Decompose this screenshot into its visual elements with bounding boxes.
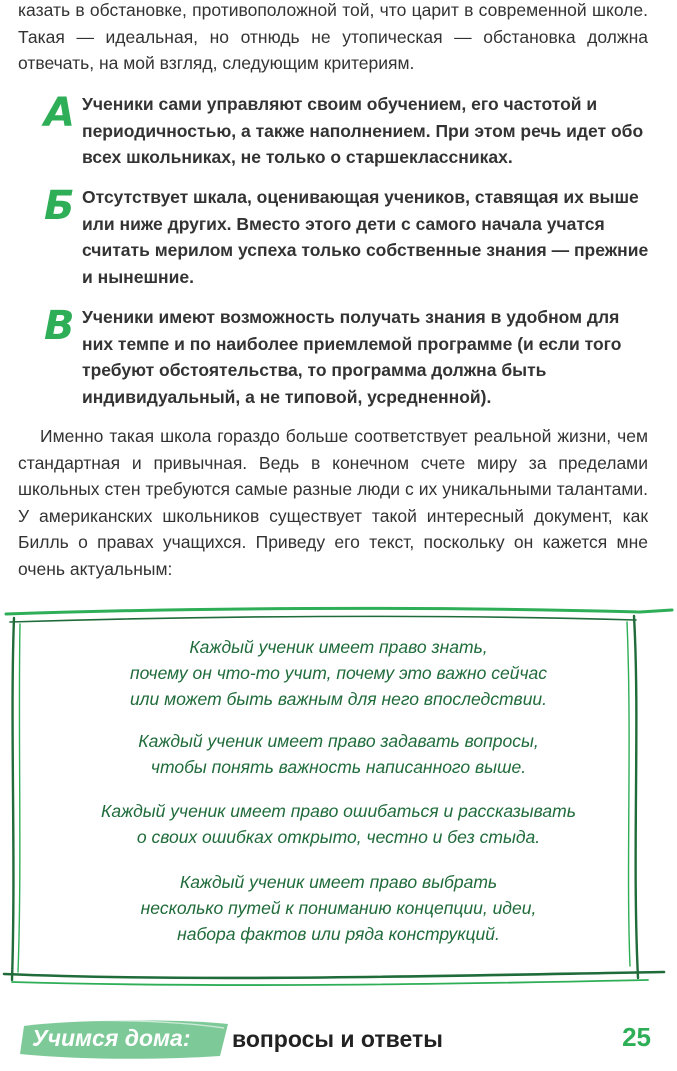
main-paragraph: Именно такая школа гораздо больше соответствует реальной жизни, чем стандартная и привычная. Ведь в конечном счете миру за пределами школьных стен требуются самые разные люди с их уникальными талантами. У американских школьников существует такой интересный документ, как Билль о правах учащихся. Приведу его текст, поскольку он кажется мне очень актуальным:	[18, 426, 648, 579]
right-statement-2	[40, 728, 637, 780]
criterion-text: Отсутствует шкала, оценивающая учеников, ставящая их выше или ниже других. Вместо этого дети с самого начала учатся считать мерилом успеха только собственные знания — прежние и нынешние.	[82, 187, 649, 287]
right-statement-4	[40, 869, 637, 947]
right-line: набора фактов или ряда конструкций.	[177, 924, 500, 944]
right-line: почему он что-то учит, почему это важно сейчас	[129, 663, 548, 683]
criterion-letter: А	[44, 90, 75, 136]
right-line: Каждый ученик имеет право выбрать	[179, 872, 498, 892]
right-line: несколько путей к пониманию концепции, идеи,	[140, 898, 537, 918]
right-line: о своих ошибках открыто, честно и без стыда.	[136, 827, 541, 847]
criterion-text: Ученики сами управляют своим обучением, его частотой и периодичностью, а также наполнением. При этом речь идет обо всех школьниках, не только о старшеклассниках.	[82, 94, 644, 167]
right-statement-3	[40, 798, 637, 850]
right-line: чтобы понять важность написанного выше.	[150, 757, 527, 777]
right-line: Каждый ученик имеет право знать,	[189, 637, 488, 657]
series-title: Учимся дома:	[32, 1025, 191, 1051]
right-line: Каждый ученик имеет право ошибаться и рассказывать	[101, 801, 576, 821]
right-line: или может быть важным для него впоследствии.	[129, 689, 548, 709]
right-statement-1	[40, 634, 637, 712]
criterion-text: Ученики имеют возможность получать знания в удобном для них темпе и по наиболее приемлемой программе (и если того требуют обстоятельства, то программа должна быть индивидуальный, а не типовой, усредненной).	[82, 307, 622, 407]
criterion-letter: В	[44, 303, 75, 349]
footer-section-title: вопросы и ответы	[232, 1026, 443, 1052]
right-line: Каждый ученик имеет право задавать вопросы,	[138, 731, 539, 751]
criterion-letter: Б	[44, 183, 75, 229]
page-number: 25	[622, 1022, 651, 1052]
intro-paragraph: казать в обстановке, противоположной той, что царит в современной школе. Такая — идеальная, но отнюдь не утопическая — обстановка должна отвечать, на мой взгляд, следующим критериям.	[18, 0, 648, 73]
